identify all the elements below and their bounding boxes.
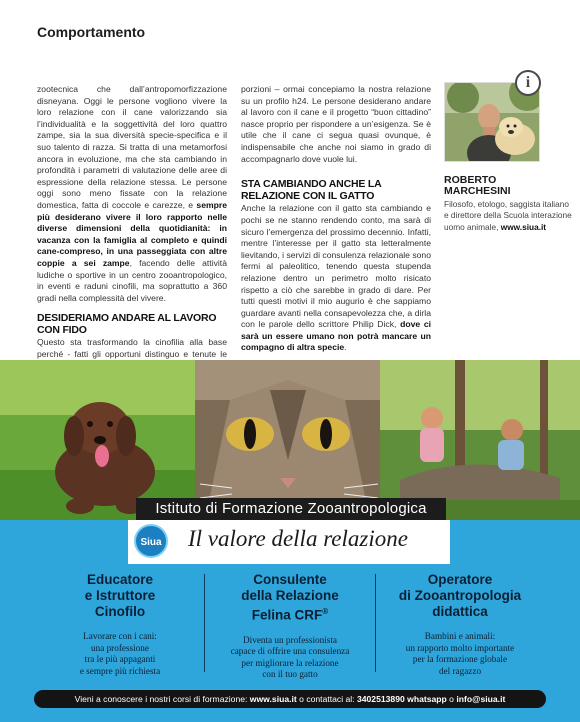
- paragraph-text: Anche la relazione con il gatto sta cambiando e pochi se ne stanno rendendo conto, ma sarà di sicuro l’emergenza del prossimo decennio. Infatti, mentre l’interesse per il gatto sta letteralmente lievitando, i servizi di consulenza relazionale sono fermi al paleolitico, tenendo questa stupenda relazione dentro un perimetro molto risicato rispetto a ciò che sarebbe in grado di dare. Per tutti questi motivi il mio augurio è che sappiamo guardare avanti nella consapevolezza che, a dirla con le parole dello scrittore Philip Dick,: [241, 203, 431, 330]
- institute-banner: Istituto di Formazione Zooantropologica: [136, 498, 446, 520]
- column-divider: [375, 574, 376, 672]
- paragraph-text: .: [344, 342, 347, 353]
- article-subheading: DESIDERIAMO ANDARE AL LAVORO CON FIDO: [37, 312, 217, 336]
- course-description: Lavorare con i cani: una professione tra le più appaganti e sempre più richiesta: [79, 631, 161, 676]
- article-paragraph: porzioni – ormai concepiamo la nostra relazione su un profilo h24. Le persone desiderano andare al lavoro con il cane e il progetto “buon cittadino” nasce proprio per rispondere a un’esigenza. Se è utile che il cane ci segua quasi ovunque, è indispensabile che anche noi siamo in grado di accompagnarlo dove vuole lui.: [241, 84, 431, 164]
- phone-number[interactable]: 3402513890: [356, 694, 405, 704]
- course-educatore: [40, 572, 200, 677]
- course-title: Operatore di Zooantropologia didattica: [398, 572, 522, 619]
- column-divider: [204, 574, 205, 672]
- website-link[interactable]: www.siua.it: [249, 694, 297, 704]
- author-website-link[interactable]: www.siua.it: [500, 221, 547, 232]
- article-paragraph: [241, 203, 431, 354]
- tagline-banner: [128, 520, 450, 564]
- children-photo: [380, 360, 580, 520]
- paragraph-text: , facendo delle attività ludiche o sportive in un centro zooantropologico, in eventi e raduni cinofili, ma soprattutto a 360 gradi nella complessità del vivere.: [37, 257, 227, 303]
- email-link[interactable]: info@siua.it: [456, 694, 506, 704]
- course-description: Diventa un professionista capace di offrire una consulenza per migliorare la relazione con il tuo gatto: [230, 634, 350, 679]
- cat-photo: [195, 360, 380, 520]
- article-paragraph: [37, 84, 227, 304]
- article-column-1: [37, 84, 227, 372]
- puppy-photo: [0, 360, 195, 520]
- paragraph-text: zootecnica che dall’antropomorfizzazione disneyana. Oggi le persone vogliono vivere la loro relazione con il cane valorizzando sia l’individualità e la soggettività del loro quattro zampe, sia la sua diversità specie-specifica e il suo talento di razza. Si tratta di una metamorfosi ancora in evoluzione, ma che sta cambiando in profondità i parametri di valutazione delle aree di espressione della relazione stessa. Le persone oggi sono meno fissate con la relazione domestica, fatta di coccole e carezze, e: [37, 84, 227, 210]
- ad-photo-strip: [0, 360, 580, 520]
- author-bio-text: Filosofo, etologo, saggista italiano e direttore della Scuola interazione uomo animale,: [444, 199, 572, 232]
- course-description: Bambini e animali: un rapporto molto importante per la formazione globale del ragazzo: [405, 631, 515, 676]
- course-title: Educatore e Istruttore Cinofilo: [84, 572, 156, 619]
- article-subheading: STA CAMBIANDO ANCHE LA RELAZIONE CON IL GATTO: [241, 178, 382, 202]
- paragraph-emphasis: sempre più desiderano vivere il loro rapporto nelle diverse dimensioni della quotidianità: in vacanza con la famiglia al completo e quindi cane-compreso, in una passeggiata con altre coppie a sei zampe: [37, 199, 227, 268]
- author-name: ROBERTO MARCHESINI: [444, 174, 511, 197]
- article-column-2: [241, 84, 431, 354]
- author-bio: [444, 199, 572, 233]
- course-title: Consulente della Relazione Felina CRF®: [241, 572, 339, 623]
- info-icon: i: [515, 70, 541, 96]
- article-paragraph: Questo sta trasformando la cinofilia alla base perché - fatti gli opportuni distinguo e tenute le: [37, 337, 227, 360]
- advertisement: [0, 360, 580, 722]
- course-consulente: [210, 572, 370, 681]
- ad-tagline: Il valore della relazione: [188, 526, 408, 551]
- section-title: Comportamento: [37, 24, 146, 40]
- siua-logo-icon: Siua: [134, 524, 168, 558]
- contact-bar: Vieni a conoscere i nostri corsi di formazione: www.siua.it o contattaci al: 3402513890 whatsapp o info@siua.it: [34, 690, 546, 708]
- paragraph-emphasis: dove ci sarà un essere umano non potrà mancare un compagno di altra specie: [241, 319, 431, 353]
- course-operatore: [380, 572, 540, 677]
